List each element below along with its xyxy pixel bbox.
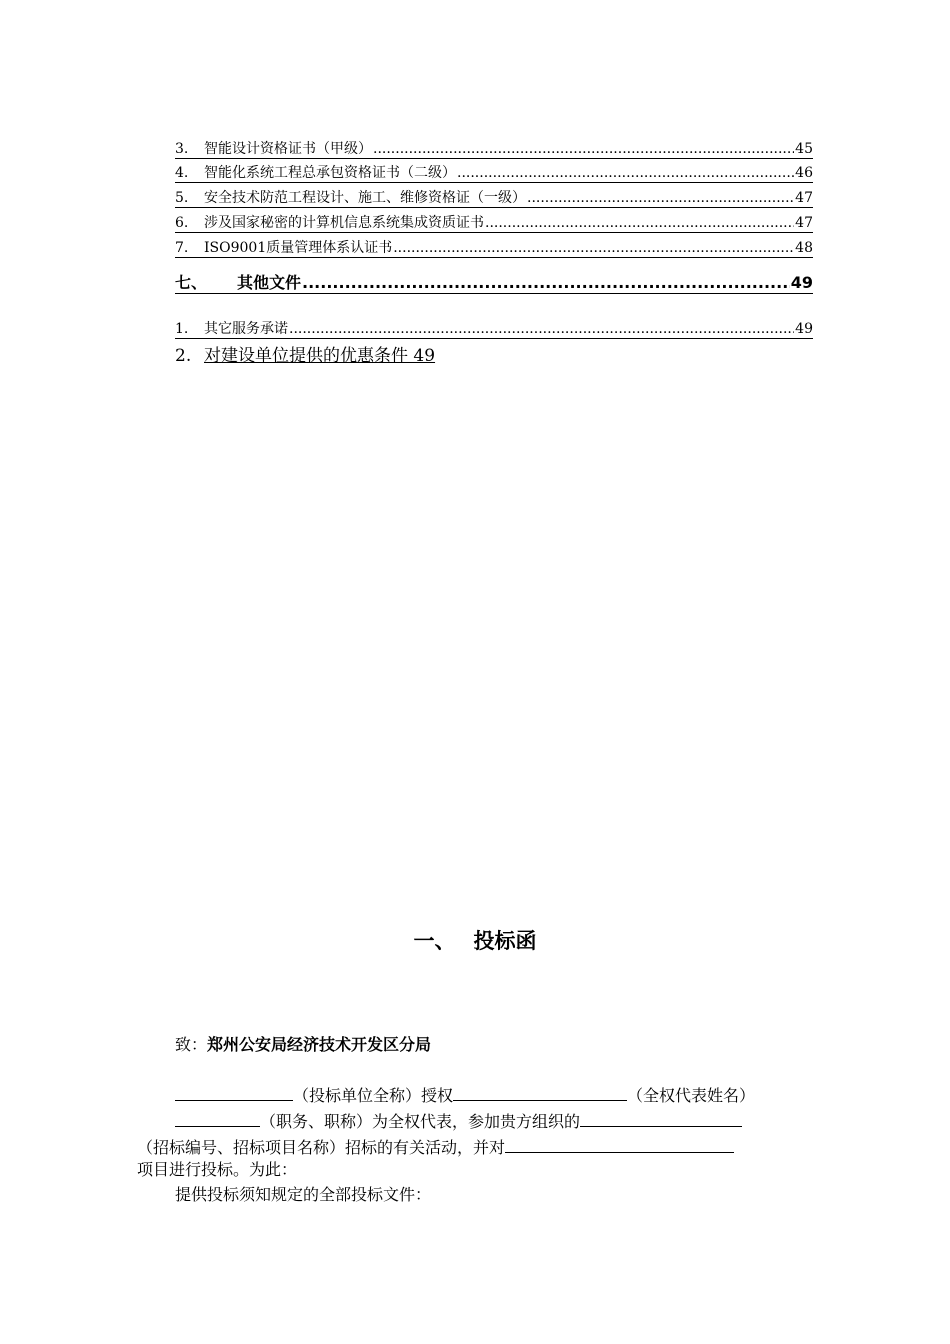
representative-name-blank[interactable] bbox=[453, 1082, 627, 1101]
toc-item-2[interactable] bbox=[175, 346, 435, 366]
toc-item-7[interactable] bbox=[175, 240, 813, 258]
toc-item-page: 47 bbox=[795, 190, 813, 206]
tender-number-blank[interactable] bbox=[580, 1108, 742, 1127]
letter-text: （招标编号、招标项目名称）招标的有关活动，并对 bbox=[137, 1138, 506, 1157]
toc-item-title: 安全技术防范工程设计、施工、维修资格证（一级） bbox=[204, 190, 526, 206]
letter-line-2 bbox=[175, 1108, 742, 1134]
toc-item-title: 对建设单位提供的优惠条件 49 bbox=[204, 346, 436, 366]
toc-leader bbox=[527, 190, 794, 206]
toc-item-number: 1. bbox=[175, 321, 189, 337]
toc-leader bbox=[373, 141, 794, 157]
bidder-name-blank[interactable] bbox=[175, 1082, 293, 1101]
position-title-blank[interactable] bbox=[175, 1108, 260, 1127]
recipient-line bbox=[175, 1033, 431, 1057]
toc-item-title: 智能化系统工程总承包资格证书（二级） bbox=[204, 165, 456, 181]
toc-item-title: ISO9001质量管理体系认证书 bbox=[204, 240, 393, 256]
section-heading-title: 投标函 bbox=[473, 929, 537, 953]
toc-item-page: 46 bbox=[795, 165, 813, 181]
toc-item-number: 5. bbox=[175, 190, 189, 206]
toc-item-page: 48 bbox=[795, 240, 813, 256]
toc-item-number: 3. bbox=[175, 141, 189, 157]
letter-line-1 bbox=[175, 1082, 755, 1108]
project-name-blank[interactable] bbox=[505, 1134, 734, 1153]
letter-line-4 bbox=[137, 1158, 297, 1182]
toc-leader bbox=[302, 274, 790, 292]
recipient-label: 致： bbox=[175, 1035, 208, 1054]
toc-item-title: 涉及国家秘密的计算机信息系统集成资质证书 bbox=[204, 215, 484, 231]
toc-item-3[interactable] bbox=[175, 141, 813, 159]
toc-item-title: 智能设计资格证书（甲级） bbox=[204, 141, 372, 157]
toc-section-title: 其他文件 bbox=[237, 273, 302, 292]
section-heading bbox=[0, 926, 950, 956]
toc-item-1[interactable] bbox=[175, 321, 813, 339]
letter-line-3 bbox=[137, 1134, 734, 1160]
toc-item-page: 49 bbox=[795, 321, 813, 337]
section-heading-number: 一、 bbox=[413, 929, 456, 953]
toc-leader bbox=[457, 165, 794, 181]
letter-text: 提供投标须知规定的全部投标文件： bbox=[175, 1185, 432, 1204]
toc-item-title: 其它服务承诺 bbox=[204, 321, 288, 337]
toc-item-page: 45 bbox=[795, 141, 813, 157]
toc-section-7[interactable] bbox=[175, 274, 813, 294]
letter-text: （职务、职称）为全权代表，参加贵方组织的 bbox=[260, 1112, 581, 1131]
toc-section-number: 七、 bbox=[175, 273, 208, 292]
toc-section-page: 49 bbox=[790, 273, 813, 292]
toc-item-number: 4. bbox=[175, 165, 189, 181]
toc-item-number: 2. bbox=[175, 346, 192, 366]
toc-item-5[interactable] bbox=[175, 190, 813, 208]
recipient-name: 郑州公安局经济技术开发区分局 bbox=[207, 1035, 432, 1054]
letter-text: （全权代表姓名） bbox=[627, 1086, 756, 1105]
toc-leader bbox=[393, 240, 794, 256]
letter-text: 项目进行投标。为此： bbox=[137, 1160, 298, 1179]
toc-item-number: 6. bbox=[175, 215, 189, 231]
toc-leader bbox=[485, 215, 794, 231]
toc-leader bbox=[289, 321, 794, 337]
toc-item-number: 7. bbox=[175, 240, 189, 256]
toc-item-4[interactable] bbox=[175, 165, 813, 183]
letter-text: （投标单位全称）授权 bbox=[293, 1086, 454, 1105]
toc-item-6[interactable] bbox=[175, 215, 813, 233]
toc-item-page: 47 bbox=[795, 215, 813, 231]
letter-line-5 bbox=[175, 1183, 431, 1207]
